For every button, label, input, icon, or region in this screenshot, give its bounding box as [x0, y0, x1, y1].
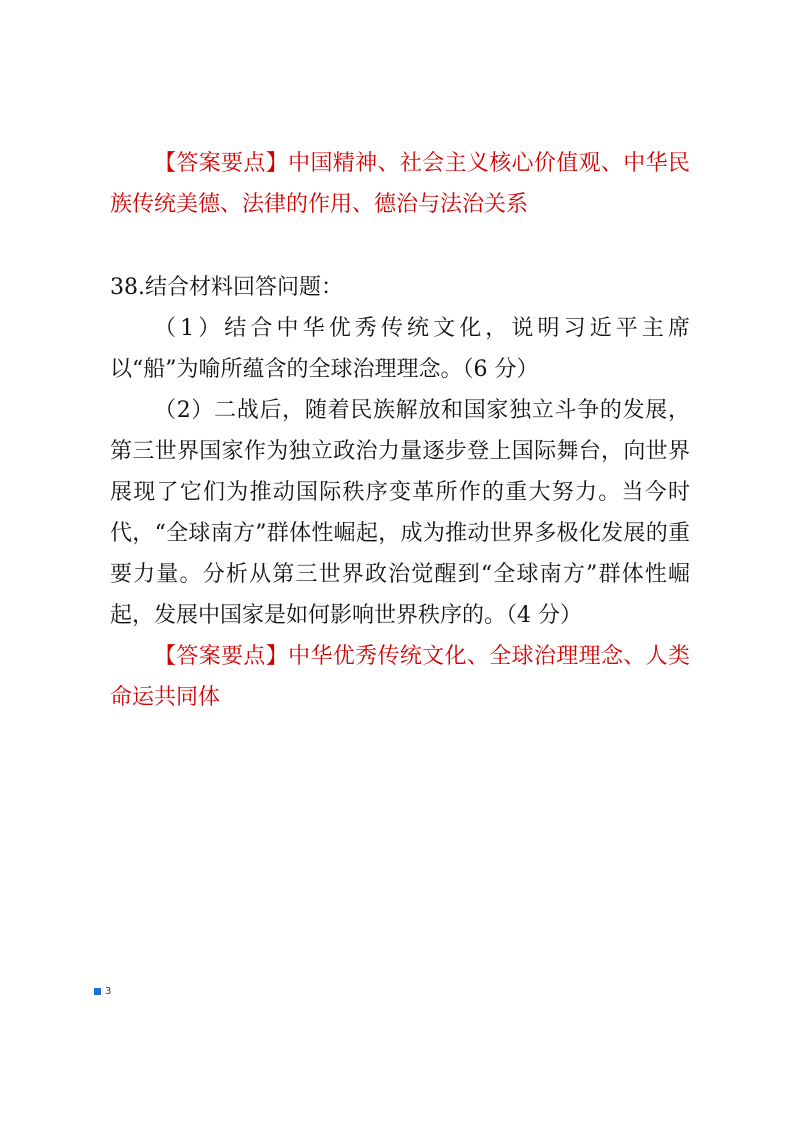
page-marker-icon: [94, 988, 101, 995]
question-38-part-2: （2）二战后，随着民族解放和国家独立斗争的发展，第三世界国家作为独立政治力量逐步登上国际舞台，向世界展现了它们为推动国际秩序变革所作的重大努力。当今时代，“全球南方”群体性崛起，成为推动世界多极化发展的重要力量。分析从第三世界政治觉醒到“全球南方”群体性崛起，发展中国家是如何影响世界秩序的。（4 分）: [110, 398, 690, 628]
answer-points-2: [110, 636, 690, 718]
answer-points-text: 中华优秀传统文化、全球治理理念、人类命运共同体: [110, 644, 690, 710]
answer-points-text: 中国精神、社会主义核心价值观、中华民族传统美德、法律的作用、德治与法治关系: [110, 151, 690, 217]
page-footer: [94, 985, 111, 997]
answer-points-1: [110, 143, 690, 225]
answer-points-label: 【答案要点】: [154, 151, 289, 176]
question-38-heading: 38.结合材料回答问题：: [110, 275, 343, 300]
question-38-part-1: （1）结合中华优秀传统文化，说明习近平主席以“船”为喻所蕴含的全球治理理念。（6 分）: [110, 316, 690, 382]
answer-points-label: 【答案要点】: [154, 644, 289, 669]
page-number: 3: [105, 985, 112, 997]
